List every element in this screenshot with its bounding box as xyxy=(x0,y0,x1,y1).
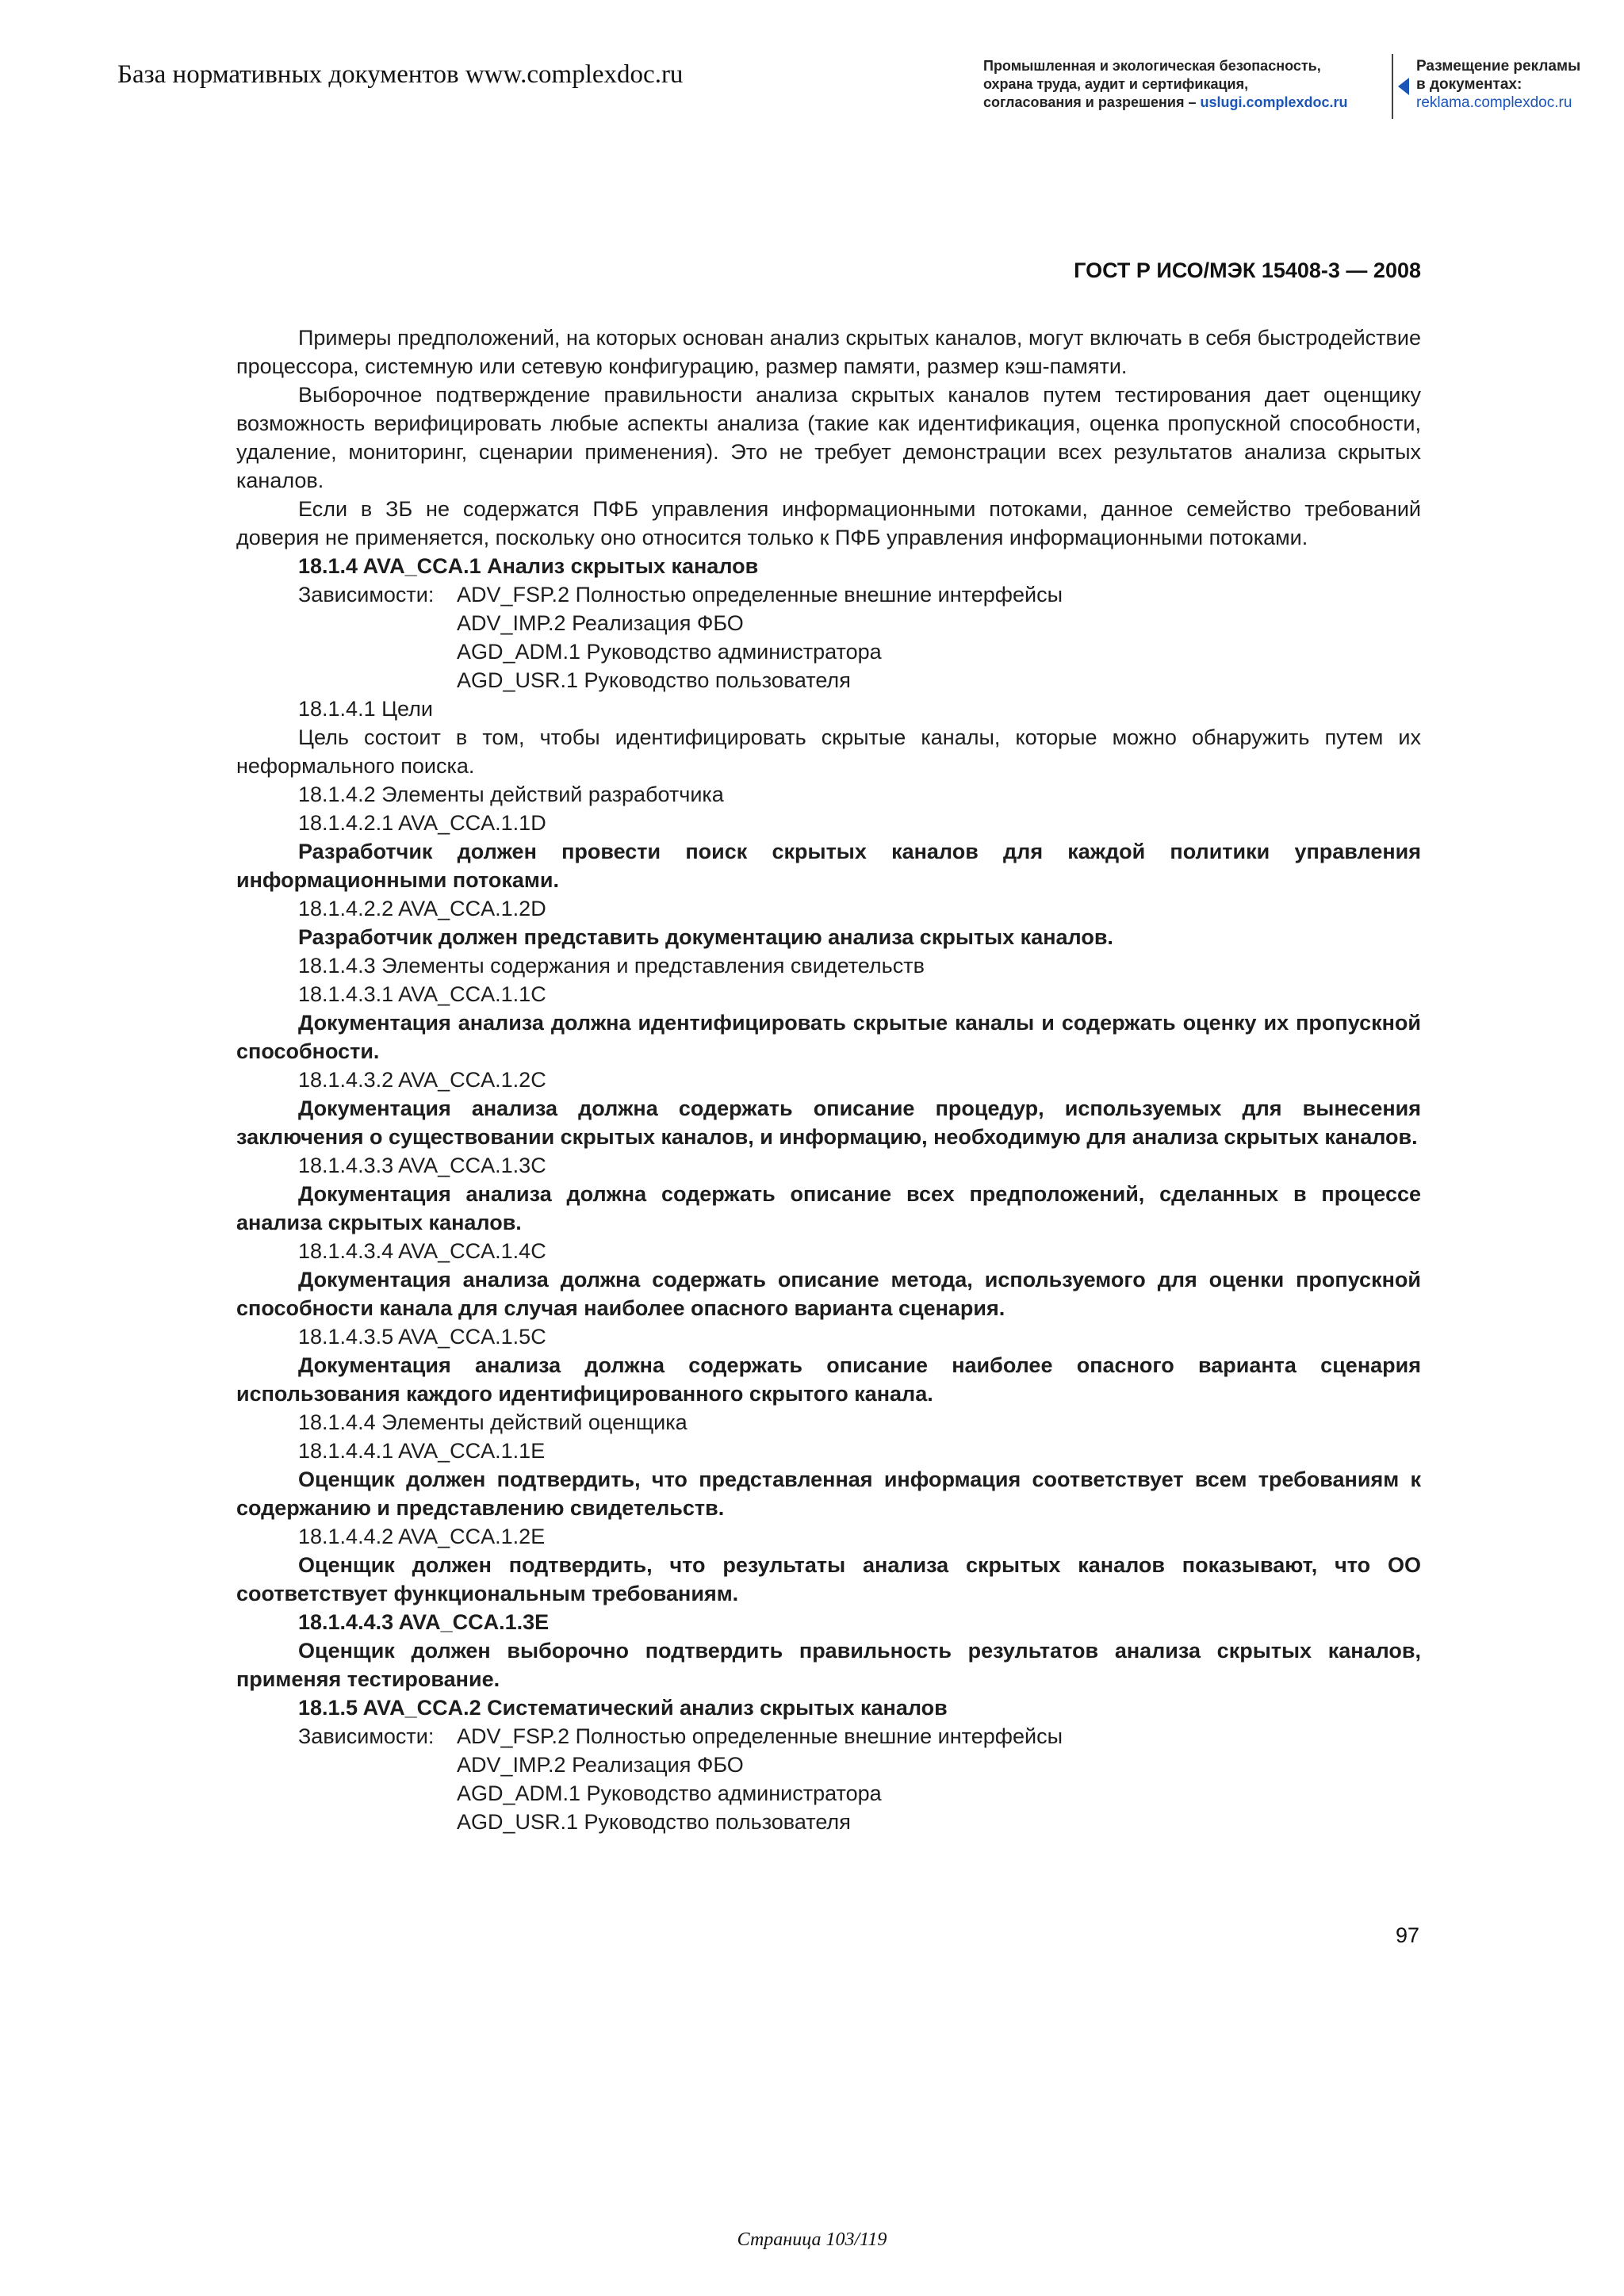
element-id: 18.1.4.3.5 AVA_CCA.1.5C xyxy=(298,1325,546,1349)
ads-promo xyxy=(1416,57,1607,112)
paragraph: Выборочное подтверждение правильности анализа скрытых каналов путем тестирования дает оценщику возможность верифицировать любые аспекты анализа (такие как идентификация, оценка пропускной способности, удаление, мониторинг, сценарии применения). Это не требует демонстрации всех результатов анализа скрытых каналов. xyxy=(236,383,1421,492)
promo-line: Промышленная и экологическая безопасность, xyxy=(983,58,1321,74)
element-text: Документация анализа должна идентифицировать скрытые каналы и содержать оценку их пропускной способности. xyxy=(236,1011,1421,1063)
document-body xyxy=(236,323,1421,1836)
subsection-heading: 18.1.4.1 Цели xyxy=(298,697,434,721)
ads-line: Размещение рекламы xyxy=(1416,58,1581,75)
dependencies-block xyxy=(236,580,1421,695)
paragraph: Цель состоит в том, чтобы идентифицировать скрытые каналы, которые можно обнаружить путем их неформального поиска. xyxy=(236,725,1421,778)
element-text: Документация анализа должна содержать описание всех предположений, сделанных в процессе анализа скрытых каналов. xyxy=(236,1182,1421,1234)
paragraph: Примеры предположений, на которых основан анализ скрытых каналов, могут включать в себя быстродействие процессора, системную или сетевую конфигурацию, размер памяти, размер кэш-памяти. xyxy=(236,326,1421,378)
element-id: 18.1.4.3.3 AVA_CCA.1.3C xyxy=(298,1154,546,1177)
standard-title: ГОСТ Р ИСО/МЭК 15408-3 — 2008 xyxy=(1074,258,1421,282)
dependencies-label: Зависимости: xyxy=(298,1724,435,1748)
element-text: Разработчик должен провести поиск скрытых каналов для каждой политики управления информационными потоками. xyxy=(236,840,1421,892)
subsection-heading: 18.1.4.4 Элементы действий оценщика xyxy=(298,1410,688,1434)
element-id: 18.1.4.3.2 AVA_CCA.1.2C xyxy=(298,1068,546,1092)
element-text: Документация анализа должна содержать описание наиболее опасного варианта сценария использования каждого идентифицированного скрытого канала. xyxy=(236,1353,1421,1406)
element-id: 18.1.4.3.4 AVA_CCA.1.4C xyxy=(298,1239,546,1263)
dependency-item: ADV_FSP.2 Полностью определенные внешние интерфейсы xyxy=(457,1724,1063,1748)
dependencies-block xyxy=(236,1722,1421,1836)
element-id: 18.1.4.2.2 AVA_CCA.1.2D xyxy=(298,897,546,920)
paragraph: Если в ЗБ не содержатся ПФБ управления информационными потоками, данное семейство требований доверия не применяется, поскольку оно относится только к ПФБ управления информационными потоками. xyxy=(236,497,1421,549)
element-text: Разработчик должен представить документацию анализа скрытых каналов. xyxy=(298,925,1113,949)
dependency-item: ADV_FSP.2 Полностью определенные внешние интерфейсы xyxy=(457,583,1063,607)
dependency-item: ADV_IMP.2 Реализация ФБО xyxy=(457,611,744,635)
site-title: База нормативных документов www.complexdoc.ru xyxy=(117,60,684,89)
page-indicator: Страница 103/119 xyxy=(737,2229,887,2250)
element-id: 18.1.4.3.1 AVA_CCA.1.1C xyxy=(298,982,546,1006)
dependency-item: ADV_IMP.2 Реализация ФБО xyxy=(457,1753,744,1777)
subsection-heading: 18.1.4.2 Элементы действий разработчика xyxy=(298,783,724,806)
ads-line: в документах: xyxy=(1416,76,1522,93)
dependency-item: AGD_ADM.1 Руководство администратора xyxy=(457,640,882,664)
dependency-item: AGD_ADM.1 Руководство администратора xyxy=(457,1781,882,1805)
element-id: 18.1.4.2.1 AVA_CCA.1.1D xyxy=(298,811,546,835)
section-heading: 18.1.5 AVA_CCA.2 Систематический анализ скрытых каналов xyxy=(298,1696,948,1720)
element-text: Оценщик должен подтвердить, что результаты анализа скрытых каналов показывают, что ОО соответствует функциональным требованиям. xyxy=(236,1553,1421,1605)
section-heading: 18.1.4 AVA_CCA.1 Анализ скрытых каналов xyxy=(298,554,759,578)
arrow-left-icon xyxy=(1398,78,1409,95)
services-promo xyxy=(983,57,1388,112)
services-link[interactable]: uslugi.complexdoc.ru xyxy=(1200,94,1348,110)
promo-line: согласования и разрешения – xyxy=(983,94,1201,110)
page-number: 97 xyxy=(1395,1923,1419,1947)
element-text: Документация анализа должна содержать описание процедур, используемых для вынесения заключения о существовании скрытых каналов, и информацию, необходимую для анализа скрытых каналов. xyxy=(236,1096,1421,1149)
element-id: 18.1.4.4.3 AVA_CCA.1.3E xyxy=(298,1610,550,1634)
dependency-item: AGD_USR.1 Руководство пользователя xyxy=(457,668,851,692)
subsection-heading: 18.1.4.3 Элементы содержания и представления свидетельств xyxy=(298,954,925,978)
dependencies-label: Зависимости: xyxy=(298,583,435,607)
header-divider xyxy=(1392,54,1393,119)
dependency-item: AGD_USR.1 Руководство пользователя xyxy=(457,1810,851,1834)
element-text: Оценщик должен подтвердить, что представленная информация соответствует всем требованиям к содержанию и представлению свидетельств. xyxy=(236,1468,1421,1520)
ads-link[interactable]: reklama.complexdoc.ru xyxy=(1416,94,1572,111)
promo-line: охрана труда, аудит и сертификация, xyxy=(983,76,1249,92)
element-text: Документация анализа должна содержать описание метода, используемого для оценки пропускной способности канала для случая наиболее опасного варианта сценария. xyxy=(236,1268,1421,1320)
element-id: 18.1.4.4.2 AVA_CCA.1.2E xyxy=(298,1525,546,1548)
element-text: Оценщик должен выборочно подтвердить правильность результатов анализа скрытых каналов, применяя тестирование. xyxy=(236,1639,1421,1691)
element-id: 18.1.4.4.1 AVA_CCA.1.1E xyxy=(298,1439,546,1463)
